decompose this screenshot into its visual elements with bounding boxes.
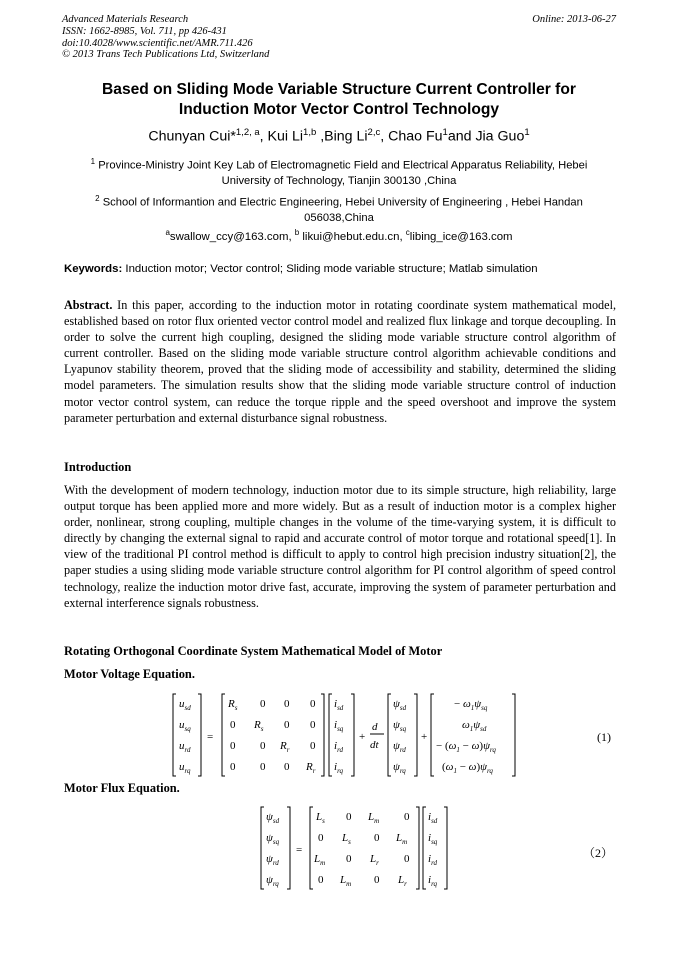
affiliation-2-line-1: School of Informantion and Electric Engineering, Hebei University of Engineering , Hebei Handan xyxy=(99,196,583,209)
svg-text:Lr: $L_r$ xyxy=(398,874,407,888)
keywords-text: Induction motor; Vector control; Sliding mode variable structure; Matlab simulation xyxy=(122,263,538,275)
svg-text:usd: $u_{sd}$ xyxy=(179,698,191,712)
svg-text:urq: $u_{rq}$ xyxy=(179,761,191,775)
abstract-text: In this paper, according to the induction motor in rotating coordinate system mathematical model, established based on rotor flux oriented vector control model and realized flux linkage and torque decoupling. In order to solve the current high coupling, designed the sliding mode variable structure control algorithm of current controller. Based on the sliding mode variable structure control algorithm achievable conditions and Lyapunov stability theorem, proved that the sliding mode of accessibility and stability, determined the sliding model parameters. The simulation results show that the sliding mode variable structure control of induction motor vector control system, can reduce the torque ripple and the speed overshoot and improve the system parameter perturbation and external disturbance signal robustness. xyxy=(64,298,616,425)
title-line-1: Based on Sliding Mode Variable Structure Current Controller for xyxy=(102,81,576,98)
svg-text:Rs: $R_s$ xyxy=(254,719,264,733)
svg-text:0: 0 xyxy=(284,698,290,710)
svg-text:0: 0 xyxy=(404,853,410,865)
svg-text:Rs: $R_s$ xyxy=(228,698,238,712)
svg-text:ψsq: $\psi_{sq}$ xyxy=(266,832,280,846)
svg-text:0: 0 xyxy=(318,832,324,844)
svg-text:0: 0 xyxy=(230,719,236,731)
svg-text:ψrq: $\psi_{rq}$ xyxy=(266,874,279,888)
affiliation-2 xyxy=(62,191,616,226)
svg-text:d: d xyxy=(372,721,378,733)
email-a[interactable]: swallow_ccy@163.com, xyxy=(169,230,295,243)
svg-text:− (ω1 − ω)ψrq: − $(\omega_1 - \omega)\psi_{rq}$ xyxy=(436,740,496,754)
author-4: , Chao Fu xyxy=(380,128,443,145)
svg-text:ψsd: $\psi_{sd}$ xyxy=(266,811,280,825)
svg-text:ω1ψsd: $\omega_1\psi_{sd}$ xyxy=(462,719,487,733)
svg-text:isq: $i_{sq}$ xyxy=(334,719,344,733)
svg-text:isd: $i_{sd}$ xyxy=(428,811,438,825)
author-4-sup: 1 xyxy=(442,127,448,138)
svg-text:urd: $u_{rd}$ xyxy=(179,740,191,754)
svg-text:+: + xyxy=(421,731,428,743)
equation-1-number: (1) xyxy=(597,730,611,744)
svg-text:=: = xyxy=(207,731,214,743)
svg-text:0: 0 xyxy=(346,853,352,865)
svg-text:0: 0 xyxy=(310,740,316,752)
svg-text:Ls: $L_s$ xyxy=(316,811,325,825)
svg-text:irq: $i_{rq}$ xyxy=(334,761,344,775)
author-5: and Jia Guo xyxy=(447,128,525,145)
affiliation-1-line-1: Province-Ministry Joint Key Lab of Electromagnetic Field and Electrical Apparatus Reliability, Hebei xyxy=(95,159,588,172)
affiliation-1 xyxy=(62,154,616,189)
svg-text:isq: $i_{sq}$ xyxy=(428,832,438,846)
abstract xyxy=(64,297,616,426)
introduction-text: With the development of modern technology, induction motor due to its simple structure, high reliability, large output torque has been applied more and more widely. But as a result of induction motor is a complex higher order, nonlinear, strong coupling, multiple changes in the volume of the time-varying system, it is difficult to directly by changing the external signal to rapid and accurate control of motor torque and rotational speed[1]. In view of the traditional PI control method is difficult to apply to control high precision industry situation[2], the paper studies a using sliding mode variable structure control algorithm for PI control algorithm of speed control technology, realize the induction motor drive fast, accurate, improving the system of parameter perturbation and external interference signals robustness. xyxy=(64,483,616,610)
author-5-sup: 1 xyxy=(524,127,530,138)
svg-text:ψsq: $\psi_{sq}$ xyxy=(393,719,407,733)
svg-text:+: + xyxy=(359,731,366,743)
online-date: Online: 2013-06-27 xyxy=(532,14,616,25)
keywords-label: Keywords: xyxy=(64,263,123,275)
svg-text:0: 0 xyxy=(346,811,352,823)
svg-text:0: 0 xyxy=(284,761,290,773)
svg-text:0: 0 xyxy=(374,832,380,844)
email-c[interactable]: libing_ice@163.com xyxy=(409,230,513,243)
affiliation-1-line-2: University of Technology, Tianjin 300130 ,China xyxy=(221,174,457,187)
author-emails xyxy=(62,228,616,243)
affiliation-2-line-2: 056038,China xyxy=(304,211,374,224)
email-b-sup: b xyxy=(294,228,300,237)
svg-text:isd: $i_{sd}$ xyxy=(334,698,344,712)
svg-text:ψrd: $\psi_{rd}$ xyxy=(266,853,279,867)
title-line-2: Induction Motor Vector Control Technology xyxy=(178,100,500,118)
svg-text:0: 0 xyxy=(260,740,266,752)
author-2-sup: 1,b xyxy=(303,127,317,138)
keywords xyxy=(64,263,616,275)
svg-text:=: = xyxy=(296,844,303,856)
author-1-sup: 1,2, a xyxy=(235,127,260,138)
svg-text:Lm: $L_m$ xyxy=(340,874,352,888)
svg-text:ψsd: $\psi_{sd}$ xyxy=(393,698,407,712)
affiliation-2-sup: 2 xyxy=(95,194,100,203)
flux-equation-heading: Motor Flux Equation. xyxy=(64,781,180,795)
email-b[interactable]: likui@hebut.edu.cn, xyxy=(299,230,406,243)
svg-text:0: 0 xyxy=(230,740,236,752)
svg-text:ird: $i_{rd}$ xyxy=(428,853,438,867)
author-2: , Kui Li xyxy=(259,128,304,145)
svg-text:0: 0 xyxy=(318,874,324,886)
paper-title xyxy=(62,80,616,119)
svg-text:0: 0 xyxy=(374,874,380,886)
equation-2-number: （2） xyxy=(583,846,614,860)
introduction-heading: Introduction xyxy=(64,460,132,474)
svg-text:ψrq: $\psi_{rq}$ xyxy=(393,761,406,775)
voltage-equation xyxy=(170,690,530,780)
svg-text:(ω1 − ω)ψrq: $(\omega_1 - \omega)\psi_{rq}$ xyxy=(442,761,493,775)
svg-text:− ω1ψsq: − $\omega_1\psi_{sq}$ xyxy=(454,698,488,712)
svg-text:dt: dt xyxy=(370,739,379,751)
affiliation-1-sup: 1 xyxy=(90,157,96,166)
svg-text:Ls: $L_s$ xyxy=(342,832,351,846)
svg-text:0: 0 xyxy=(260,761,266,773)
author-3-sup: 2,c xyxy=(367,127,381,138)
svg-text:Rr: $R_r$ xyxy=(306,761,316,775)
svg-text:Lm: $L_m$ xyxy=(314,853,326,867)
svg-text:Lm: $L_m$ xyxy=(368,811,380,825)
svg-text:Lm: $L_m$ xyxy=(396,832,408,846)
svg-text:0: 0 xyxy=(310,698,316,710)
voltage-equation-heading: Motor Voltage Equation. xyxy=(64,667,195,681)
svg-text:ird: $i_{rd}$ xyxy=(334,740,344,754)
issn: ISSN: 1662-8985, Vol. 711, pp 426-431 xyxy=(62,25,227,37)
author-3: ,Bing Li xyxy=(316,128,368,145)
email-c-sup: c xyxy=(405,228,410,237)
svg-text:Rr: $R_r$ xyxy=(280,740,290,754)
svg-text:ψrd: $\psi_{rd}$ xyxy=(393,740,406,754)
svg-text:0: 0 xyxy=(404,811,410,823)
section-heading-model: Rotating Orthogonal Coordinate System Mathematical Model of Motor xyxy=(64,644,443,658)
doi: doi:10.4028/www.scientific.net/AMR.711.426 xyxy=(62,37,253,49)
copyright: © 2013 Trans Tech Publications Ltd, Switzerland xyxy=(62,49,270,61)
svg-text:usq: $u_{sq}$ xyxy=(179,719,191,733)
svg-text:irq: $i_{rq}$ xyxy=(428,874,438,888)
abstract-label: Abstract. xyxy=(64,298,113,312)
svg-text:0: 0 xyxy=(260,698,266,710)
author-list xyxy=(62,127,616,145)
svg-text:0: 0 xyxy=(284,719,290,731)
journal-header xyxy=(62,14,269,61)
svg-text:Lr: $L_r$ xyxy=(370,853,379,867)
svg-text:0: 0 xyxy=(230,761,236,773)
journal-name: Advanced Materials Research xyxy=(62,14,189,25)
flux-equation xyxy=(258,804,458,892)
svg-text:0: 0 xyxy=(310,719,316,731)
email-a-sup: a xyxy=(165,228,170,237)
author-1: Chunyan Cui* xyxy=(148,128,236,145)
